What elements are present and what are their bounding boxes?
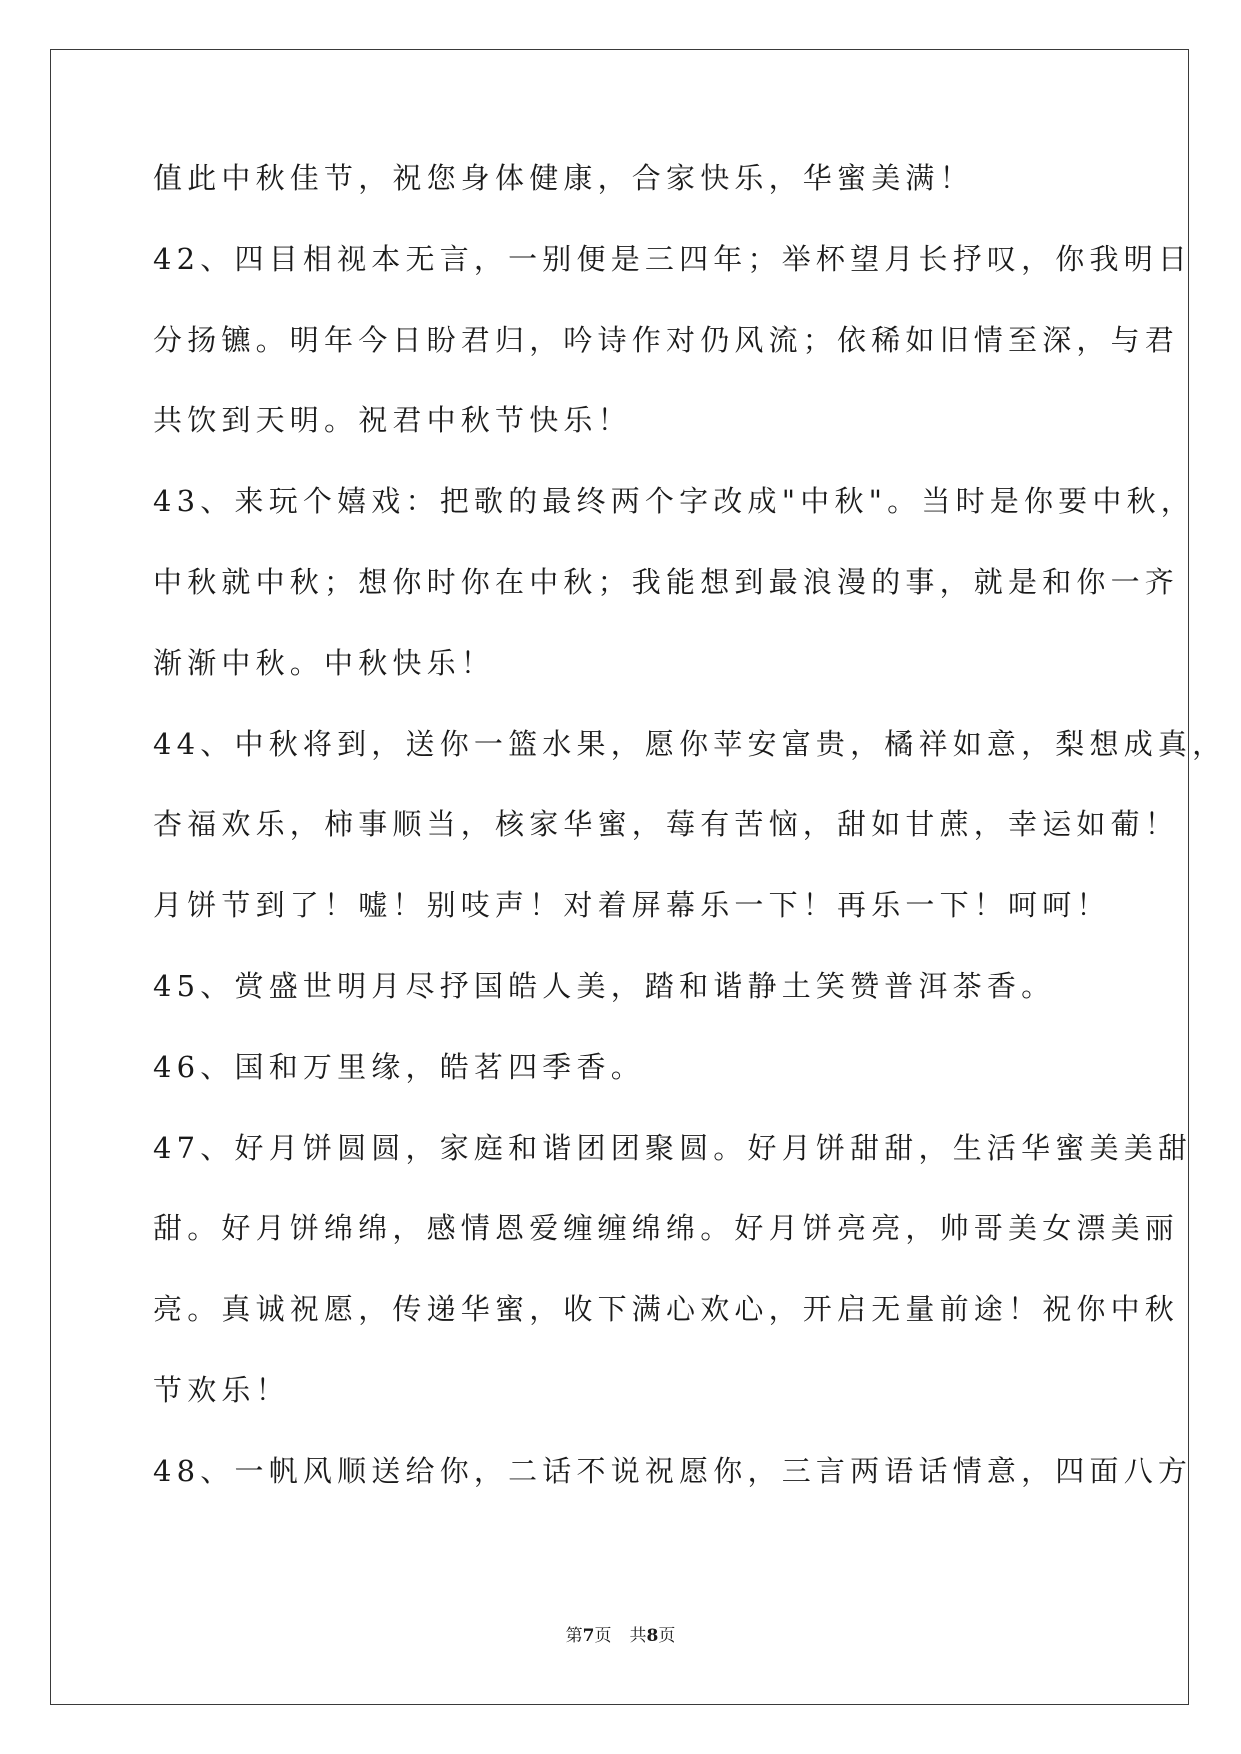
- text-line: 甜。好月饼绵绵，感情恩爱缠缠绵绵。好月饼亮亮，帅哥美女漂美丽: [153, 1211, 1180, 1245]
- text-line: 杏福欢乐，柿事顺当，核家华蜜，莓有苦恼，甜如甘蔗，幸运如葡！: [153, 807, 1180, 841]
- total-suffix: 页: [658, 1626, 676, 1646]
- text-line: 节欢乐！: [153, 1373, 290, 1407]
- text-line: 44、中秋将到，送你一篮水果，愿你苹安富贵，橘祥如意，梨想成真，: [153, 727, 1227, 761]
- text-line: 值此中秋佳节，祝您身体健康，合家快乐，华蜜美满！: [153, 161, 974, 195]
- total-pages: 8: [646, 1626, 659, 1646]
- text-line: 分扬镳。明年今日盼君归，吟诗作对仍风流；依稀如旧情至深，与君: [153, 323, 1180, 357]
- text-line: 48、一帆风顺送给你，二话不说祝愿你，三言两语话情意，四面八方: [153, 1454, 1193, 1488]
- text-line: 亮。真诚祝愿，传递华蜜，收下满心欢心，开启无量前途！祝你中秋: [153, 1292, 1180, 1326]
- text-line: 42、四目相视本无言，一别便是三四年；举杯望月长抒叹，你我明日: [153, 242, 1193, 276]
- total-prefix: 共: [629, 1626, 647, 1646]
- text-line: 渐渐中秋。中秋快乐！: [153, 646, 496, 680]
- text-line: 47、好月饼圆圆，家庭和谐团团聚圆。好月饼甜甜，生活华蜜美美甜: [153, 1131, 1193, 1165]
- page-suffix: 页: [594, 1626, 612, 1646]
- text-line: 共饮到天明。祝君中秋节快乐！: [153, 403, 632, 437]
- text-line: 月饼节到了！嘘！别吱声！对着屏幕乐一下！再乐一下！呵呵！: [153, 888, 1111, 922]
- page-number: 7: [582, 1626, 595, 1646]
- page-prefix: 第: [565, 1626, 583, 1646]
- text-line: 46、国和万里缘，皓茗四季香。: [153, 1050, 645, 1084]
- text-line: 中秋就中秋；想你时你在中秋；我能想到最浪漫的事，就是和你一齐: [153, 565, 1180, 599]
- text-line: 45、赏盛世明月尽抒国皓人美，踏和谐静土笑赞普洱茶香。: [153, 969, 1056, 1003]
- text-line: 43、来玩个嬉戏：把歌的最终两个字改成"中秋"。当时是你要中秋，: [153, 484, 1195, 518]
- page-footer: [0, 1625, 1241, 1647]
